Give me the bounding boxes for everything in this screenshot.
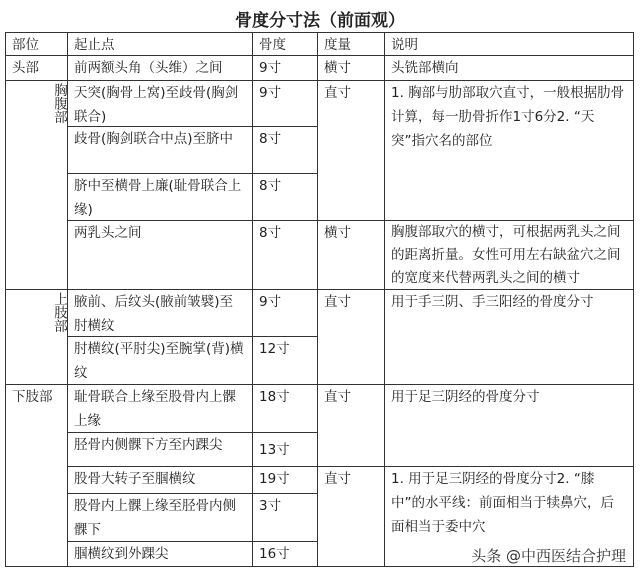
points-cell: 股骨内上髁上缘至胫骨内侧髁下	[67, 493, 253, 542]
points-cell: 股骨大转子至腘横纹	[67, 466, 253, 494]
measure-cell: 横寸	[317, 55, 385, 81]
region-upper-limb: 上肢部	[5, 289, 68, 385]
header-notes: 说明	[384, 32, 634, 56]
notes-cell: 用于足三阴经的骨度分寸	[384, 384, 634, 467]
measure-cell: 直寸	[317, 384, 385, 467]
value-cell: 9寸	[252, 80, 318, 127]
header-measure: 度量	[317, 32, 385, 56]
value-cell: 9寸	[252, 289, 318, 337]
points-cell: 歧骨(胸剑联合中点)至脐中	[67, 126, 253, 174]
measure-cell: 直寸	[317, 289, 385, 385]
value-cell: 3寸	[252, 493, 318, 542]
region-head: 头部	[5, 55, 68, 81]
measure-cell: 横寸	[317, 220, 385, 290]
header-region: 部位	[5, 32, 68, 56]
value-cell: 19寸	[252, 466, 318, 494]
points-cell: 前两额头角（头维）之间	[67, 55, 253, 81]
points-cell: 两乳头之间	[67, 220, 253, 290]
points-cell: 天突(胸骨上窝)至歧骨(胸剑联合)	[67, 80, 253, 127]
measure-cell: 直寸	[317, 80, 385, 221]
measure-cell: 直寸	[317, 466, 385, 567]
header-points: 起止点	[67, 32, 253, 56]
table-title: 骨度分寸法（前面观）	[235, 11, 405, 31]
value-cell: 13寸	[252, 432, 318, 467]
points-cell: 肘横纹(平肘尖)至腕掌(背)横纹	[67, 336, 253, 385]
header-value: 骨度	[252, 32, 318, 56]
watermark: 头条 @中西医结合护理	[471, 547, 626, 565]
notes-cell: 头铣部横向	[384, 55, 634, 81]
notes-cell: 用于手三阴、手三阳经的骨度分寸	[384, 289, 634, 385]
value-cell: 8寸	[252, 173, 318, 221]
value-cell: 12寸	[252, 336, 318, 385]
value-cell: 8寸	[252, 220, 318, 290]
points-cell: 腋前、后纹头(腋前皱襞)至肘横纹	[67, 289, 253, 337]
value-cell: 18寸	[252, 384, 318, 433]
value-cell: 8寸	[252, 126, 318, 174]
value-cell: 9寸	[252, 55, 318, 81]
region-lower-limb: 下肢部	[5, 384, 68, 567]
notes-cell: 胸腹部取穴的横寸，可根据两乳头之间的距离折量。女性可用左右缺盆穴之间的宽度来代替两乳头之间的横寸	[384, 220, 634, 290]
region-chest-abdomen: 胸腹部	[5, 80, 68, 290]
notes-cell: 1. 用于足三阴经的骨度分寸2. “膝中”的水平线：前面相当于犊鼻穴，后面相当于委中穴	[384, 466, 634, 567]
points-cell: 脐中至横骨上廉(耻骨联合上缘)	[67, 173, 253, 221]
value-cell: 16寸	[252, 541, 318, 567]
points-cell: 腘横纹到外踝尖	[67, 541, 253, 567]
points-cell: 胫骨内侧髁下方至内踝尖	[67, 432, 253, 467]
points-cell: 耻骨联合上缘至股骨内上髁上缘	[67, 384, 253, 433]
notes-cell: 1. 胸部与肋部取穴直寸，一般根据肋骨计算，每一肋骨折作1寸6分2. “天突”指穴名的部位	[384, 80, 634, 221]
